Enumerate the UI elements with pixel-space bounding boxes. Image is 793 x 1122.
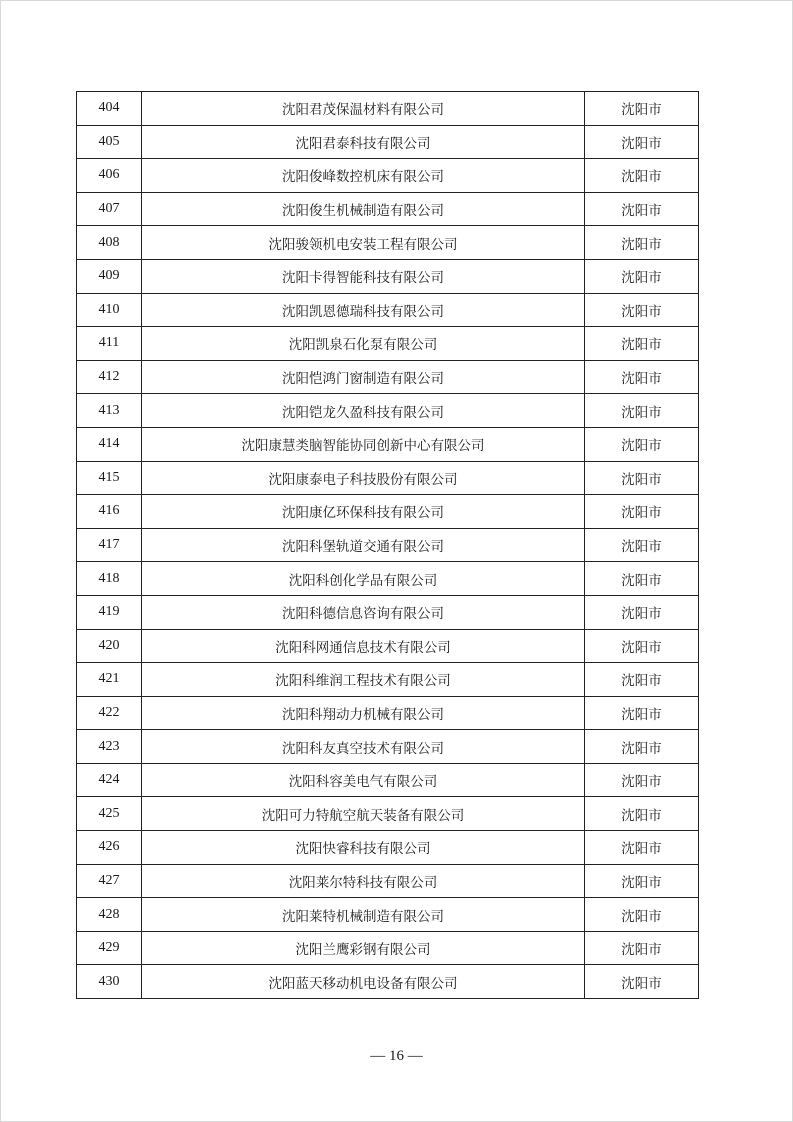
- company-name-cell: 沈阳兰鹰彩钢有限公司: [142, 931, 585, 965]
- city-cell: 沈阳市: [585, 259, 699, 293]
- city-cell: 沈阳市: [585, 831, 699, 865]
- city-cell: 沈阳市: [585, 461, 699, 495]
- table-row: [77, 931, 699, 965]
- table-row: [77, 293, 699, 327]
- table-row: [77, 663, 699, 697]
- table-row: [77, 730, 699, 764]
- city-cell: 沈阳市: [585, 360, 699, 394]
- city-cell: 沈阳市: [585, 629, 699, 663]
- company-name-cell: 沈阳科创化学品有限公司: [142, 562, 585, 596]
- company-name-cell: 沈阳莱特机械制造有限公司: [142, 898, 585, 932]
- city-cell: 沈阳市: [585, 595, 699, 629]
- row-number-cell: 426: [77, 831, 142, 865]
- table-row: [77, 763, 699, 797]
- table-row: [77, 192, 699, 226]
- city-cell: 沈阳市: [585, 327, 699, 361]
- row-number-cell: 417: [77, 528, 142, 562]
- company-name-cell: 沈阳俊生机械制造有限公司: [142, 192, 585, 226]
- city-cell: 沈阳市: [585, 797, 699, 831]
- row-number-cell: 406: [77, 159, 142, 193]
- city-cell: 沈阳市: [585, 730, 699, 764]
- company-name-cell: 沈阳凯恩德瑞科技有限公司: [142, 293, 585, 327]
- city-cell: 沈阳市: [585, 965, 699, 999]
- company-name-cell: 沈阳科网通信息技术有限公司: [142, 629, 585, 663]
- company-name-cell: 沈阳君茂保温材料有限公司: [142, 92, 585, 126]
- row-number-cell: 424: [77, 763, 142, 797]
- company-name-cell: 沈阳康亿环保科技有限公司: [142, 495, 585, 529]
- city-cell: 沈阳市: [585, 763, 699, 797]
- city-cell: 沈阳市: [585, 663, 699, 697]
- table-row: [77, 159, 699, 193]
- company-name-cell: 沈阳铠龙久盈科技有限公司: [142, 394, 585, 428]
- table-row: [77, 125, 699, 159]
- company-name-cell: 沈阳康慧类脑智能协同创新中心有限公司: [142, 427, 585, 461]
- table-row: [77, 696, 699, 730]
- row-number-cell: 416: [77, 495, 142, 529]
- company-name-cell: 沈阳莱尔特科技有限公司: [142, 864, 585, 898]
- row-number-cell: 414: [77, 427, 142, 461]
- table-row: [77, 360, 699, 394]
- table-row: [77, 629, 699, 663]
- row-number-cell: 420: [77, 629, 142, 663]
- table-row: [77, 797, 699, 831]
- table-row: [77, 259, 699, 293]
- city-cell: 沈阳市: [585, 92, 699, 126]
- row-number-cell: 422: [77, 696, 142, 730]
- table-row: [77, 461, 699, 495]
- city-cell: 沈阳市: [585, 931, 699, 965]
- city-cell: 沈阳市: [585, 125, 699, 159]
- city-cell: 沈阳市: [585, 159, 699, 193]
- table-row: [77, 528, 699, 562]
- table-row: [77, 226, 699, 260]
- row-number-cell: 418: [77, 562, 142, 596]
- company-name-cell: 沈阳恺鸿门窗制造有限公司: [142, 360, 585, 394]
- company-name-cell: 沈阳卡得智能科技有限公司: [142, 259, 585, 293]
- company-name-cell: 沈阳科友真空技术有限公司: [142, 730, 585, 764]
- row-number-cell: 430: [77, 965, 142, 999]
- row-number-cell: 409: [77, 259, 142, 293]
- table-row: [77, 562, 699, 596]
- city-cell: 沈阳市: [585, 192, 699, 226]
- table-row: [77, 965, 699, 999]
- table-row: [77, 92, 699, 126]
- row-number-cell: 404: [77, 92, 142, 126]
- row-number-cell: 421: [77, 663, 142, 697]
- table-row: [77, 831, 699, 865]
- table-row: [77, 495, 699, 529]
- city-cell: 沈阳市: [585, 293, 699, 327]
- company-name-cell: 沈阳科德信息咨询有限公司: [142, 595, 585, 629]
- table-row: [77, 898, 699, 932]
- page-number: — 16 —: [370, 1048, 423, 1064]
- row-number-cell: 428: [77, 898, 142, 932]
- row-number-cell: 415: [77, 461, 142, 495]
- city-cell: 沈阳市: [585, 864, 699, 898]
- company-name-cell: 沈阳科翔动力机械有限公司: [142, 696, 585, 730]
- row-number-cell: 429: [77, 931, 142, 965]
- company-name-cell: 沈阳骏领机电安装工程有限公司: [142, 226, 585, 260]
- company-list-table: [76, 91, 699, 999]
- city-cell: 沈阳市: [585, 226, 699, 260]
- row-number-cell: 423: [77, 730, 142, 764]
- table-body: [77, 92, 699, 999]
- company-name-cell: 沈阳凯泉石化泵有限公司: [142, 327, 585, 361]
- row-number-cell: 419: [77, 595, 142, 629]
- company-name-cell: 沈阳君泰科技有限公司: [142, 125, 585, 159]
- row-number-cell: 411: [77, 327, 142, 361]
- table-row: [77, 327, 699, 361]
- city-cell: 沈阳市: [585, 528, 699, 562]
- row-number-cell: 405: [77, 125, 142, 159]
- row-number-cell: 408: [77, 226, 142, 260]
- city-cell: 沈阳市: [585, 562, 699, 596]
- city-cell: 沈阳市: [585, 427, 699, 461]
- company-name-cell: 沈阳可力特航空航天装备有限公司: [142, 797, 585, 831]
- city-cell: 沈阳市: [585, 495, 699, 529]
- row-number-cell: 410: [77, 293, 142, 327]
- table-row: [77, 595, 699, 629]
- row-number-cell: 407: [77, 192, 142, 226]
- company-name-cell: 沈阳科维润工程技术有限公司: [142, 663, 585, 697]
- city-cell: 沈阳市: [585, 696, 699, 730]
- table-row: [77, 394, 699, 428]
- company-name-cell: 沈阳康泰电子科技股份有限公司: [142, 461, 585, 495]
- company-name-cell: 沈阳快睿科技有限公司: [142, 831, 585, 865]
- row-number-cell: 425: [77, 797, 142, 831]
- city-cell: 沈阳市: [585, 898, 699, 932]
- row-number-cell: 413: [77, 394, 142, 428]
- row-number-cell: 412: [77, 360, 142, 394]
- company-name-cell: 沈阳科堡轨道交通有限公司: [142, 528, 585, 562]
- city-cell: 沈阳市: [585, 394, 699, 428]
- company-name-cell: 沈阳俊峰数控机床有限公司: [142, 159, 585, 193]
- table-row: [77, 864, 699, 898]
- company-name-cell: 沈阳科容美电气有限公司: [142, 763, 585, 797]
- table-row: [77, 427, 699, 461]
- company-name-cell: 沈阳蓝天移动机电设备有限公司: [142, 965, 585, 999]
- row-number-cell: 427: [77, 864, 142, 898]
